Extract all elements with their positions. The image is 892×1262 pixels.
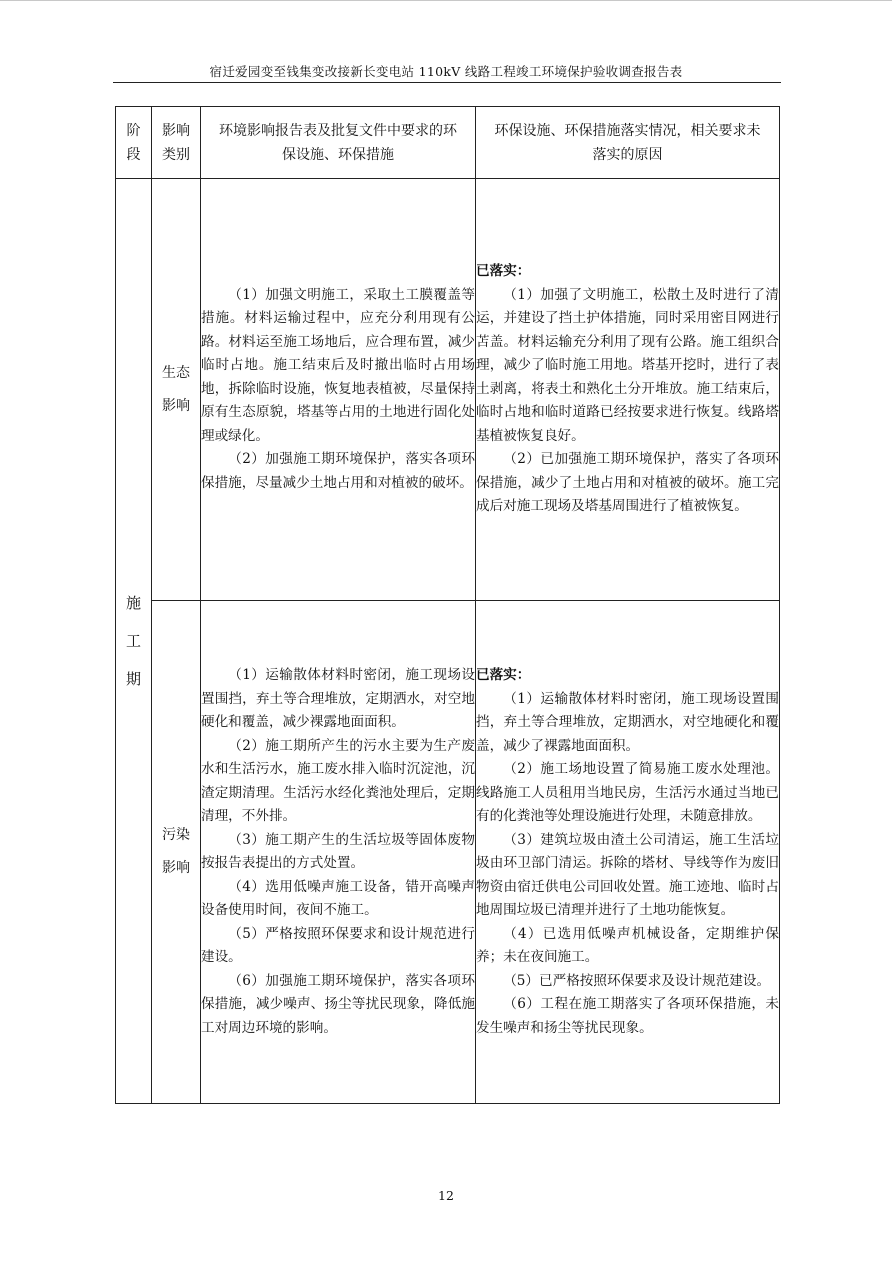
requirement-paragraph: （6）加强施工期环境保护，落实各项环保措施，减少噪声、扬尘等扰民现象，降低施工对周边环境的影响。	[201, 972, 475, 1036]
header-stage	[116, 107, 152, 179]
implementation-paragraph: （3）建筑垃圾由渣土公司清运，施工生活垃圾由环卫部门清运。拆除的塔材、导线等作为废旧物资由宿迁供电公司回收处置。施工迹地、临时占地周围垃圾已清理并进行了土地功能恢复。	[476, 831, 779, 918]
requirement-paragraph: （5）严格按照环保要求和设计规范进行建设。	[201, 925, 475, 965]
requirement-paragraph: （1）加强文明施工，采取土工膜覆盖等措施。材料运输过程中，应充分利用现有公路。材料运至施工场地后，应合理布置，减少临时占地。施工结束后及时撤出临时占用场地，拆除临时设施，恢复地表植被，尽量保持原有生态原貌，塔基等占用的土地进行固化处理或绿化。	[201, 286, 475, 444]
header-implementation: 环保设施、环保措施落实情况，相关要求未落实的原因	[476, 107, 780, 179]
stage-char-2: 工	[125, 632, 141, 650]
category-pollution-impact	[152, 601, 201, 1104]
stage-char-3: 期	[125, 670, 141, 688]
implementation-paragraph: （1）运输散体材料时密闭，施工现场设置围挡，弃土等合理堆放，定期洒水，对空地硬化和覆盖，减少了裸露地面面积。	[476, 690, 779, 754]
implementation-paragraph: （5）已严格按照环保要求及设计规范建设。	[503, 972, 771, 989]
header-stage-line2: 段	[126, 146, 141, 163]
table-row-ecological	[116, 179, 780, 601]
stage-construction-period	[116, 179, 152, 1104]
requirement-paragraph: （2）加强施工期环境保护，落实各项环保措施，尽量减少土地占用和对植被的破坏。	[201, 451, 475, 491]
category-line2: 影响	[162, 860, 190, 876]
page-number: 12	[438, 1188, 454, 1203]
header-category-line1: 影响	[162, 122, 190, 139]
implementation-paragraph: （2）已加强施工期环境保护，落实了各项环保措施，减少了土地占用和对植被的破坏。施工完成后对施工现场及塔基周围进行了植被恢复。	[476, 451, 779, 515]
header-stage-line1: 阶	[126, 122, 141, 139]
requirement-paragraph: （3）施工期产生的生活垃圾等固体废物按报告表提出的方式处置。	[201, 831, 475, 871]
table-row-pollution	[116, 601, 780, 1104]
header-requirements: 环境影响报告表及批复文件中要求的环保设施、环保措施	[201, 107, 476, 179]
implementation-paragraph: （2）施工场地设置了简易施工废水处理池。线路施工人员租用当地民房，生活污水通过当地已有的化粪池等处理设施进行处理，未随意排放。	[476, 761, 779, 824]
page-top-border	[0, 0, 892, 1]
implementation-paragraph: （4）已选用低噪声机械设备，定期维护保养；未在夜间施工。	[476, 925, 779, 965]
category-line2: 影响	[162, 397, 190, 414]
requirement-paragraph: （1）运输散体材料时密闭，施工现场设置围挡，弃土等合理堆放，定期洒水，对空地硬化和覆盖，减少裸露地面面积。	[201, 667, 475, 730]
environmental-protection-table	[115, 106, 780, 1104]
requirement-paragraph: （2）施工期所产生的污水主要为生产废水和生活污水，施工废水排入临时沉淀池，沉渣定期清理。生活污水经化粪池处理后，定期清理，不外排。	[201, 737, 475, 824]
header-category	[152, 107, 201, 179]
implementation-paragraph: （1）加强了文明施工，松散土及时进行了清运，并建设了挡土护体措施，同时采用密目网进行苫盖。材料运输充分利用了现有公路。施工组织合理，减少了临时施工用地。塔基开挖时，进行了表土剥离，将表土和熟化土分开堆放。施工结束后，临时占地和临时道路已经按要求进行恢复。线路塔基植被恢复良好。	[476, 286, 779, 444]
implementation-paragraph: （6）工程在施工期落实了各项环保措施，未发生噪声和扬尘等扰民现象。	[476, 996, 779, 1036]
category-line1: 污染	[162, 827, 190, 843]
implemented-status-label: 已落实：	[476, 667, 531, 683]
implemented-status-label: 已落实：	[476, 263, 531, 280]
requirement-paragraph: （4）选用低噪声施工设备，错开高噪声设备使用时间，夜间不施工。	[201, 878, 475, 918]
category-line1: 生态	[162, 364, 190, 381]
report-header-title: 宿迁爱园变至钱集变改接新长变电站 110kV 线路工程竣工环境保护验收调查报告表	[209, 64, 683, 79]
implementation-pollution	[476, 601, 780, 1104]
implementation-ecological	[476, 179, 780, 601]
requirements-ecological	[201, 179, 476, 601]
stage-char-1: 施	[125, 594, 141, 612]
requirements-pollution	[201, 601, 476, 1104]
header-category-line2: 类别	[162, 146, 190, 163]
header-underline	[113, 82, 781, 83]
table-header-row	[116, 107, 780, 179]
category-ecological-impact	[152, 179, 201, 601]
